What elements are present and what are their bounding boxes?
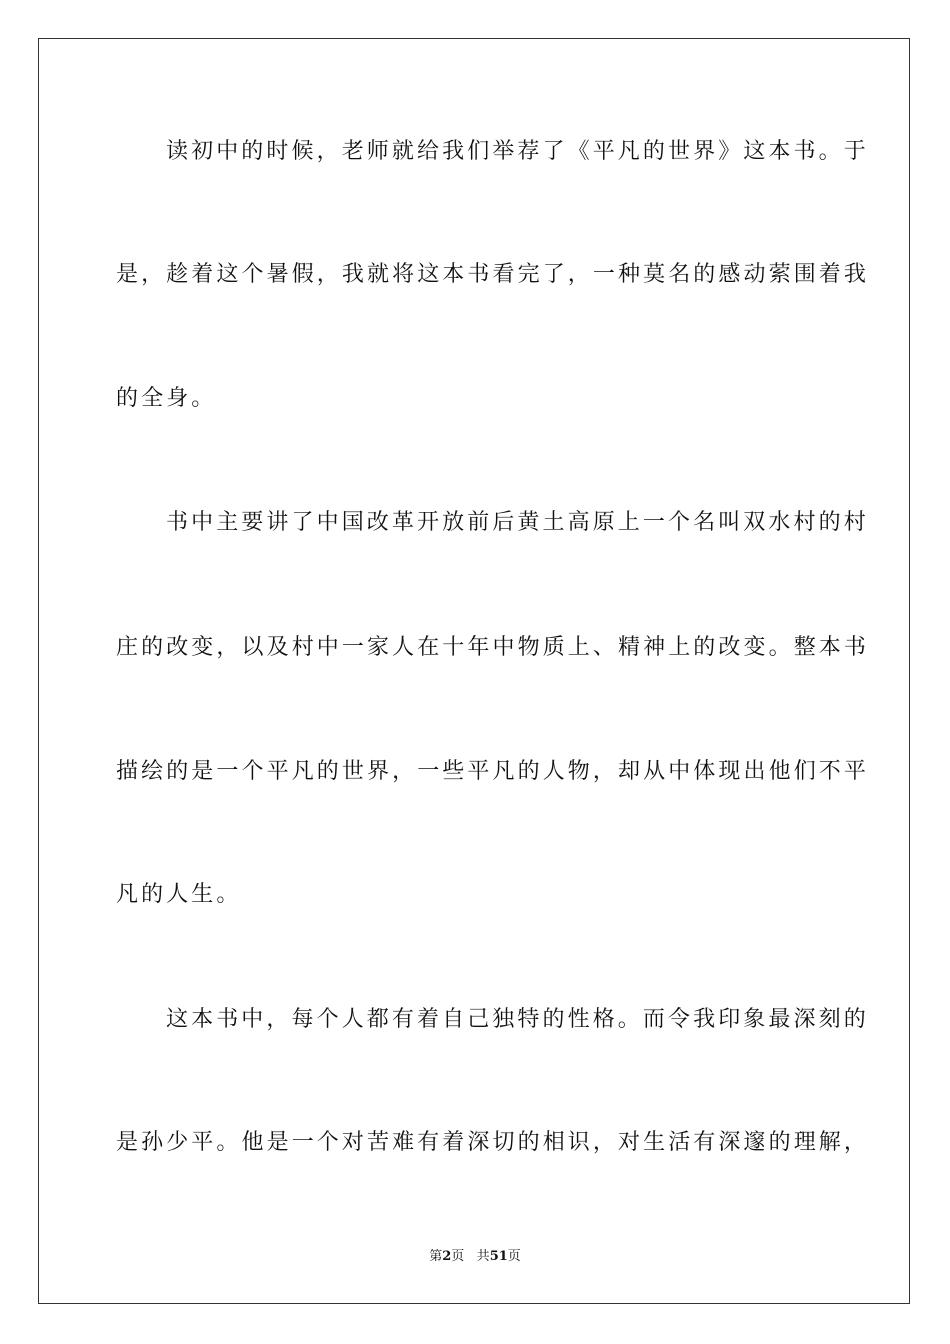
paragraph-2-line-3: 描绘的是一个平凡的世界，一些平凡的人物，却从中体现出他们不平	[116, 759, 870, 784]
page-prefix: 第	[429, 1249, 443, 1264]
page-border	[38, 38, 910, 1304]
paragraph-2-line-4: 凡的人生。	[116, 882, 242, 907]
total-suffix: 页	[507, 1249, 521, 1264]
paragraph-1-line-3: 的全身。	[116, 386, 217, 411]
total-prefix: 共	[476, 1249, 490, 1264]
page-footer	[0, 1248, 950, 1266]
paragraph-3-line-2: 是孙少平。他是一个对苦难有着深切的相识，对生活有深邃的理解，	[116, 1130, 870, 1155]
paragraph-1-line-2: 是，趁着这个暑假，我就将这本书看完了，一种莫名的感动萦围着我	[116, 262, 870, 287]
total-pages: 51	[489, 1249, 508, 1264]
paragraph-2-line-1: 书中主要讲了中国改革开放前后黄土高原上一个名叫双水村的村	[166, 510, 869, 535]
page-suffix: 页	[451, 1249, 465, 1264]
page-number: 2	[442, 1249, 452, 1264]
paragraph-1-line-1: 读初中的时候，老师就给我们举荐了《平凡的世界》这本书。于	[166, 139, 869, 164]
paragraph-3-line-1: 这本书中，每个人都有着自己独特的性格。而令我印象最深刻的	[166, 1007, 869, 1032]
paragraph-2-line-2: 庄的改变，以及村中一家人在十年中物质上、精神上的改变。整本书	[116, 635, 870, 660]
